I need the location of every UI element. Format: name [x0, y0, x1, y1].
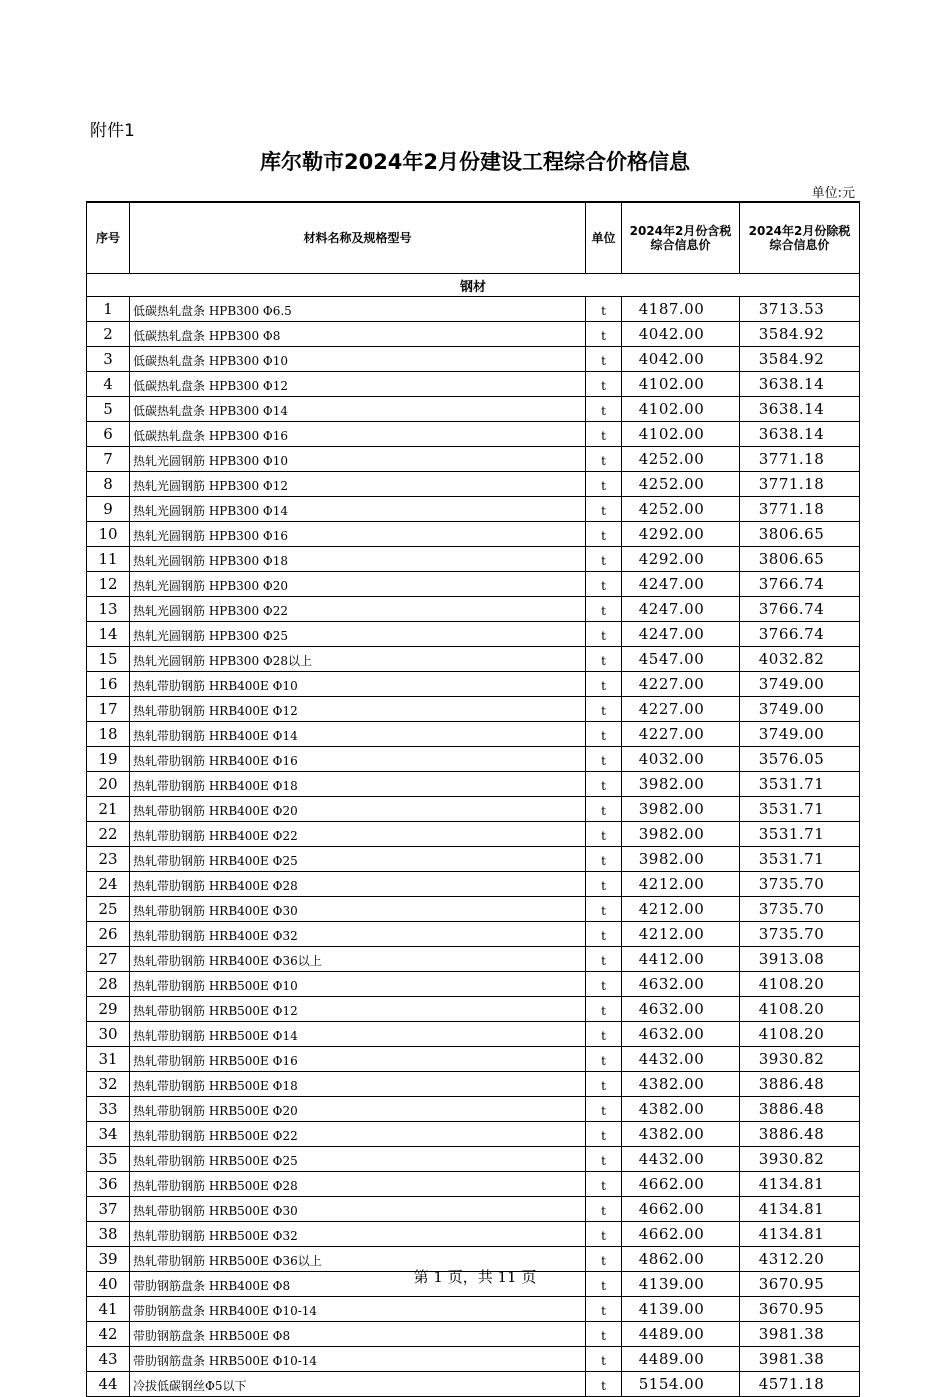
price-with-tax: 4042.00 [622, 347, 740, 372]
table-row [87, 697, 860, 722]
price-with-tax: 5154.00 [622, 1372, 740, 1397]
price-with-tax: 4662.00 [622, 1222, 740, 1247]
table-row [87, 647, 860, 672]
price-with-tax: 4489.00 [622, 1322, 740, 1347]
unit-cell: t [586, 872, 622, 897]
row-number: 30 [87, 1022, 130, 1047]
price-with-tax: 4252.00 [622, 472, 740, 497]
unit-cell: t [586, 347, 622, 372]
unit-cell: t [586, 1122, 622, 1147]
unit-cell: t [586, 897, 622, 922]
price-with-tax: 4252.00 [622, 497, 740, 522]
row-number: 36 [87, 1172, 130, 1197]
price-with-tax: 4187.00 [622, 297, 740, 322]
material-name: 热轧光圆钢筋 HPB300 Φ28以上 [130, 647, 586, 672]
table-row [87, 1297, 860, 1322]
material-name: 热轧带肋钢筋 HRB400E Φ20 [130, 797, 586, 822]
row-number: 17 [87, 697, 130, 722]
price-without-tax: 3638.14 [740, 397, 860, 422]
price-without-tax: 3713.53 [740, 297, 860, 322]
material-name: 热轧光圆钢筋 HPB300 Φ12 [130, 472, 586, 497]
price-without-tax: 3930.82 [740, 1047, 860, 1072]
material-name: 带肋钢筋盘条 HRB500E Φ10-14 [130, 1347, 586, 1372]
price-with-tax: 4212.00 [622, 872, 740, 897]
row-number: 16 [87, 672, 130, 697]
material-name: 热轧光圆钢筋 HPB300 Φ18 [130, 547, 586, 572]
table-row [87, 947, 860, 972]
table-row [87, 972, 860, 997]
material-name: 热轧光圆钢筋 HPB300 Φ25 [130, 622, 586, 647]
table-row [87, 747, 860, 772]
header-price-without-tax [740, 202, 860, 274]
row-number: 40 [87, 1272, 130, 1297]
price-without-tax: 3638.14 [740, 372, 860, 397]
unit-cell: t [586, 1072, 622, 1097]
material-name: 低碳热轧盘条 HPB300 Φ8 [130, 322, 586, 347]
material-name: 热轧光圆钢筋 HPB300 Φ10 [130, 447, 586, 472]
table-row [87, 347, 860, 372]
table-row [87, 522, 860, 547]
row-number: 6 [87, 422, 130, 447]
material-name: 热轧带肋钢筋 HRB400E Φ36以上 [130, 947, 586, 972]
row-number: 39 [87, 1247, 130, 1272]
unit-cell: t [586, 947, 622, 972]
row-number: 22 [87, 822, 130, 847]
price-with-tax: 4102.00 [622, 422, 740, 447]
unit-cell: t [586, 1247, 622, 1272]
price-without-tax: 3670.95 [740, 1297, 860, 1322]
price-without-tax: 3735.70 [740, 897, 860, 922]
row-number: 19 [87, 747, 130, 772]
row-number: 2 [87, 322, 130, 347]
unit-cell: t [586, 372, 622, 397]
table-row [87, 722, 860, 747]
header-unit: 单位 [586, 202, 622, 274]
unit-cell: t [586, 1272, 622, 1297]
price-without-tax: 4571.18 [740, 1372, 860, 1397]
material-name: 热轧带肋钢筋 HRB500E Φ36以上 [130, 1247, 586, 1272]
material-name: 低碳热轧盘条 HPB300 Φ14 [130, 397, 586, 422]
price-without-tax: 3584.92 [740, 347, 860, 372]
unit-cell: t [586, 1097, 622, 1122]
row-number: 4 [87, 372, 130, 397]
unit-cell: t [586, 472, 622, 497]
price-with-tax: 4432.00 [622, 1047, 740, 1072]
material-name: 低碳热轧盘条 HPB300 Φ12 [130, 372, 586, 397]
price-without-tax: 3886.48 [740, 1097, 860, 1122]
material-name: 热轧带肋钢筋 HRB400E Φ28 [130, 872, 586, 897]
row-number: 26 [87, 922, 130, 947]
price-with-tax: 4227.00 [622, 672, 740, 697]
table-row [87, 1147, 860, 1172]
material-name: 热轧带肋钢筋 HRB500E Φ25 [130, 1147, 586, 1172]
row-number: 37 [87, 1197, 130, 1222]
header-price-with-tax-line1: 2024年2月份含税 [629, 224, 732, 238]
row-number: 14 [87, 622, 130, 647]
row-number: 33 [87, 1097, 130, 1122]
price-with-tax: 4247.00 [622, 597, 740, 622]
table-row [87, 847, 860, 872]
material-name: 热轧带肋钢筋 HRB400E Φ22 [130, 822, 586, 847]
price-with-tax: 4412.00 [622, 947, 740, 972]
table-row [87, 1022, 860, 1047]
unit-cell: t [586, 1347, 622, 1372]
price-with-tax: 4252.00 [622, 447, 740, 472]
price-without-tax: 3576.05 [740, 747, 860, 772]
price-without-tax: 3886.48 [740, 1122, 860, 1147]
row-number: 43 [87, 1347, 130, 1372]
row-number: 15 [87, 647, 130, 672]
price-without-tax: 3771.18 [740, 497, 860, 522]
row-number: 18 [87, 722, 130, 747]
table-row [87, 1197, 860, 1222]
price-with-tax: 4662.00 [622, 1197, 740, 1222]
unit-cell: t [586, 1172, 622, 1197]
price-without-tax: 4032.82 [740, 647, 860, 672]
price-with-tax: 4139.00 [622, 1297, 740, 1322]
material-name: 热轧带肋钢筋 HRB400E Φ16 [130, 747, 586, 772]
row-number: 10 [87, 522, 130, 547]
table-row [87, 1347, 860, 1372]
unit-cell: t [586, 547, 622, 572]
table-row [87, 1172, 860, 1197]
price-without-tax: 4134.81 [740, 1172, 860, 1197]
material-name: 热轧带肋钢筋 HRB500E Φ32 [130, 1222, 586, 1247]
material-name: 热轧带肋钢筋 HRB500E Φ28 [130, 1172, 586, 1197]
header-name: 材料名称及规格型号 [130, 202, 586, 274]
unit-cell: t [586, 772, 622, 797]
row-number: 8 [87, 472, 130, 497]
row-number: 24 [87, 872, 130, 897]
price-without-tax: 3531.71 [740, 772, 860, 797]
unit-cell: t [586, 1022, 622, 1047]
unit-cell: t [586, 997, 622, 1022]
material-name: 低碳热轧盘条 HPB300 Φ10 [130, 347, 586, 372]
price-without-tax: 3806.65 [740, 547, 860, 572]
price-without-tax: 3766.74 [740, 622, 860, 647]
material-name: 热轧带肋钢筋 HRB500E Φ12 [130, 997, 586, 1022]
material-name: 热轧光圆钢筋 HPB300 Φ22 [130, 597, 586, 622]
material-name: 热轧光圆钢筋 HPB300 Φ14 [130, 497, 586, 522]
price-without-tax: 3771.18 [740, 472, 860, 497]
table-row [87, 1047, 860, 1072]
table-row [87, 772, 860, 797]
price-with-tax: 4547.00 [622, 647, 740, 672]
header-price-without-tax-line2: 综合信息价 [769, 238, 830, 252]
table-row [87, 922, 860, 947]
material-name: 热轧光圆钢筋 HPB300 Φ20 [130, 572, 586, 597]
price-with-tax: 4247.00 [622, 622, 740, 647]
price-without-tax: 3749.00 [740, 722, 860, 747]
material-name: 热轧带肋钢筋 HRB500E Φ18 [130, 1072, 586, 1097]
material-name: 热轧带肋钢筋 HRB400E Φ32 [130, 922, 586, 947]
row-number: 1 [87, 297, 130, 322]
price-with-tax: 3982.00 [622, 847, 740, 872]
row-number: 42 [87, 1322, 130, 1347]
material-name: 冷拔低碳钢丝Φ5以下 [130, 1372, 586, 1397]
unit-cell: t [586, 1222, 622, 1247]
row-number: 38 [87, 1222, 130, 1247]
row-number: 9 [87, 497, 130, 522]
row-number: 23 [87, 847, 130, 872]
price-with-tax: 4632.00 [622, 1022, 740, 1047]
material-name: 带肋钢筋盘条 HRB400E Φ8 [130, 1272, 586, 1297]
attachment-label: 附件1 [90, 121, 135, 141]
material-name: 热轧带肋钢筋 HRB400E Φ12 [130, 697, 586, 722]
material-name: 热轧带肋钢筋 HRB500E Φ10 [130, 972, 586, 997]
price-with-tax: 4212.00 [622, 922, 740, 947]
row-number: 21 [87, 797, 130, 822]
price-with-tax: 4432.00 [622, 1147, 740, 1172]
table-row [87, 397, 860, 422]
material-name: 热轧带肋钢筋 HRB400E Φ14 [130, 722, 586, 747]
unit-cell: t [586, 447, 622, 472]
row-number: 25 [87, 897, 130, 922]
price-without-tax: 4312.20 [740, 1247, 860, 1272]
material-name: 低碳热轧盘条 HPB300 Φ6.5 [130, 297, 586, 322]
unit-cell: t [586, 972, 622, 997]
row-number: 44 [87, 1372, 130, 1397]
table-row [87, 797, 860, 822]
price-with-tax: 4382.00 [622, 1097, 740, 1122]
table-row [87, 572, 860, 597]
table-row [87, 597, 860, 622]
unit-cell: t [586, 1197, 622, 1222]
header-price-with-tax [622, 202, 740, 274]
table-row [87, 1222, 860, 1247]
unit-cell: t [586, 572, 622, 597]
price-with-tax: 3982.00 [622, 822, 740, 847]
material-name: 热轧带肋钢筋 HRB400E Φ10 [130, 672, 586, 697]
unit-cell: t [586, 697, 622, 722]
row-number: 20 [87, 772, 130, 797]
table-row [87, 997, 860, 1022]
price-without-tax: 3638.14 [740, 422, 860, 447]
table-row [87, 422, 860, 447]
price-without-tax: 4108.20 [740, 972, 860, 997]
table-row [87, 547, 860, 572]
unit-cell: t [586, 322, 622, 347]
row-number: 3 [87, 347, 130, 372]
price-without-tax: 4134.81 [740, 1197, 860, 1222]
price-with-tax: 4227.00 [622, 697, 740, 722]
price-with-tax: 4102.00 [622, 372, 740, 397]
table-row [87, 1072, 860, 1097]
row-number: 32 [87, 1072, 130, 1097]
page-footer: 第 1 页，共 11 页 [413, 1268, 537, 1286]
price-with-tax: 4662.00 [622, 1172, 740, 1197]
price-without-tax: 3771.18 [740, 447, 860, 472]
unit-cell: t [586, 497, 622, 522]
unit-cell: t [586, 1322, 622, 1347]
header-price-with-tax-line2: 综合信息价 [650, 238, 711, 252]
unit-cell: t [586, 847, 622, 872]
price-without-tax: 3531.71 [740, 847, 860, 872]
table-row [87, 1122, 860, 1147]
price-with-tax: 4227.00 [622, 722, 740, 747]
table-row [87, 322, 860, 347]
price-without-tax: 3531.71 [740, 822, 860, 847]
unit-cell: t [586, 747, 622, 772]
price-without-tax: 3806.65 [740, 522, 860, 547]
price-with-tax: 4382.00 [622, 1072, 740, 1097]
price-without-tax: 3749.00 [740, 672, 860, 697]
price-with-tax: 4292.00 [622, 522, 740, 547]
price-with-tax: 4382.00 [622, 1122, 740, 1147]
material-name: 热轧带肋钢筋 HRB500E Φ30 [130, 1197, 586, 1222]
price-table [86, 201, 860, 1397]
price-without-tax: 4108.20 [740, 1022, 860, 1047]
table-row [87, 622, 860, 647]
unit-cell: t [586, 297, 622, 322]
unit-cell: t [586, 822, 622, 847]
unit-cell: t [586, 672, 622, 697]
price-without-tax: 4134.81 [740, 1222, 860, 1247]
price-without-tax: 3886.48 [740, 1072, 860, 1097]
unit-cell: t [586, 597, 622, 622]
row-number: 11 [87, 547, 130, 572]
row-number: 27 [87, 947, 130, 972]
price-without-tax: 3981.38 [740, 1322, 860, 1347]
unit-cell: t [586, 397, 622, 422]
price-without-tax: 3670.95 [740, 1272, 860, 1297]
row-number: 31 [87, 1047, 130, 1072]
price-without-tax: 3735.70 [740, 872, 860, 897]
material-name: 带肋钢筋盘条 HRB500E Φ8 [130, 1322, 586, 1347]
section-title: 钢材 [87, 274, 860, 297]
price-with-tax: 4212.00 [622, 897, 740, 922]
row-number: 28 [87, 972, 130, 997]
price-without-tax: 4108.20 [740, 997, 860, 1022]
table-row [87, 672, 860, 697]
price-without-tax: 3766.74 [740, 597, 860, 622]
material-name: 热轧带肋钢筋 HRB400E Φ30 [130, 897, 586, 922]
unit-cell: t [586, 522, 622, 547]
unit-cell: t [586, 722, 622, 747]
price-with-tax: 4032.00 [622, 747, 740, 772]
material-name: 热轧带肋钢筋 HRB400E Φ18 [130, 772, 586, 797]
row-number: 7 [87, 447, 130, 472]
material-name: 热轧带肋钢筋 HRB500E Φ20 [130, 1097, 586, 1122]
material-name: 热轧光圆钢筋 HPB300 Φ16 [130, 522, 586, 547]
material-name: 热轧带肋钢筋 HRB500E Φ14 [130, 1022, 586, 1047]
table-row [87, 447, 860, 472]
row-number: 12 [87, 572, 130, 597]
row-number: 29 [87, 997, 130, 1022]
row-number: 5 [87, 397, 130, 422]
price-without-tax: 3766.74 [740, 572, 860, 597]
price-without-tax: 3749.00 [740, 697, 860, 722]
price-with-tax: 4247.00 [622, 572, 740, 597]
price-with-tax: 4632.00 [622, 972, 740, 997]
unit-cell: t [586, 422, 622, 447]
material-name: 热轧带肋钢筋 HRB500E Φ22 [130, 1122, 586, 1147]
table-row [87, 1322, 860, 1347]
table-row [87, 822, 860, 847]
price-with-tax: 4042.00 [622, 322, 740, 347]
unit-cell: t [586, 647, 622, 672]
row-number: 34 [87, 1122, 130, 1147]
table-row [87, 372, 860, 397]
unit-cell: t [586, 1047, 622, 1072]
table-row [87, 897, 860, 922]
unit-cell: t [586, 622, 622, 647]
price-with-tax: 3982.00 [622, 772, 740, 797]
row-number: 41 [87, 1297, 130, 1322]
material-name: 低碳热轧盘条 HPB300 Φ16 [130, 422, 586, 447]
price-with-tax: 4139.00 [622, 1272, 740, 1297]
material-name: 热轧带肋钢筋 HRB400E Φ25 [130, 847, 586, 872]
section-row [87, 274, 860, 297]
row-number: 13 [87, 597, 130, 622]
table-row [87, 872, 860, 897]
price-with-tax: 4862.00 [622, 1247, 740, 1272]
row-number: 35 [87, 1147, 130, 1172]
price-without-tax: 3531.71 [740, 797, 860, 822]
price-with-tax: 4102.00 [622, 397, 740, 422]
unit-cell: t [586, 1147, 622, 1172]
price-with-tax: 4489.00 [622, 1347, 740, 1372]
unit-cell: t [586, 1297, 622, 1322]
table-row [87, 1372, 860, 1397]
table-header-row [87, 202, 860, 274]
unit-cell: t [586, 1372, 622, 1397]
header-price-without-tax-line1: 2024年2月份除税 [748, 224, 851, 238]
price-with-tax: 4632.00 [622, 997, 740, 1022]
price-with-tax: 4292.00 [622, 547, 740, 572]
table-row [87, 1097, 860, 1122]
price-without-tax: 3930.82 [740, 1147, 860, 1172]
table-row [87, 497, 860, 522]
header-no: 序号 [87, 202, 130, 274]
price-without-tax: 3735.70 [740, 922, 860, 947]
page-title: 库尔勒市2024年2月份建设工程综合价格信息 [259, 150, 691, 174]
table-row [87, 472, 860, 497]
price-without-tax: 3584.92 [740, 322, 860, 347]
material-name: 带肋钢筋盘条 HRB400E Φ10-14 [130, 1297, 586, 1322]
unit-cell: t [586, 797, 622, 822]
table-row [87, 297, 860, 322]
unit-note: 单位:元 [811, 186, 855, 201]
price-with-tax: 3982.00 [622, 797, 740, 822]
unit-cell: t [586, 922, 622, 947]
price-without-tax: 3981.38 [740, 1347, 860, 1372]
price-without-tax: 3913.08 [740, 947, 860, 972]
material-name: 热轧带肋钢筋 HRB500E Φ16 [130, 1047, 586, 1072]
